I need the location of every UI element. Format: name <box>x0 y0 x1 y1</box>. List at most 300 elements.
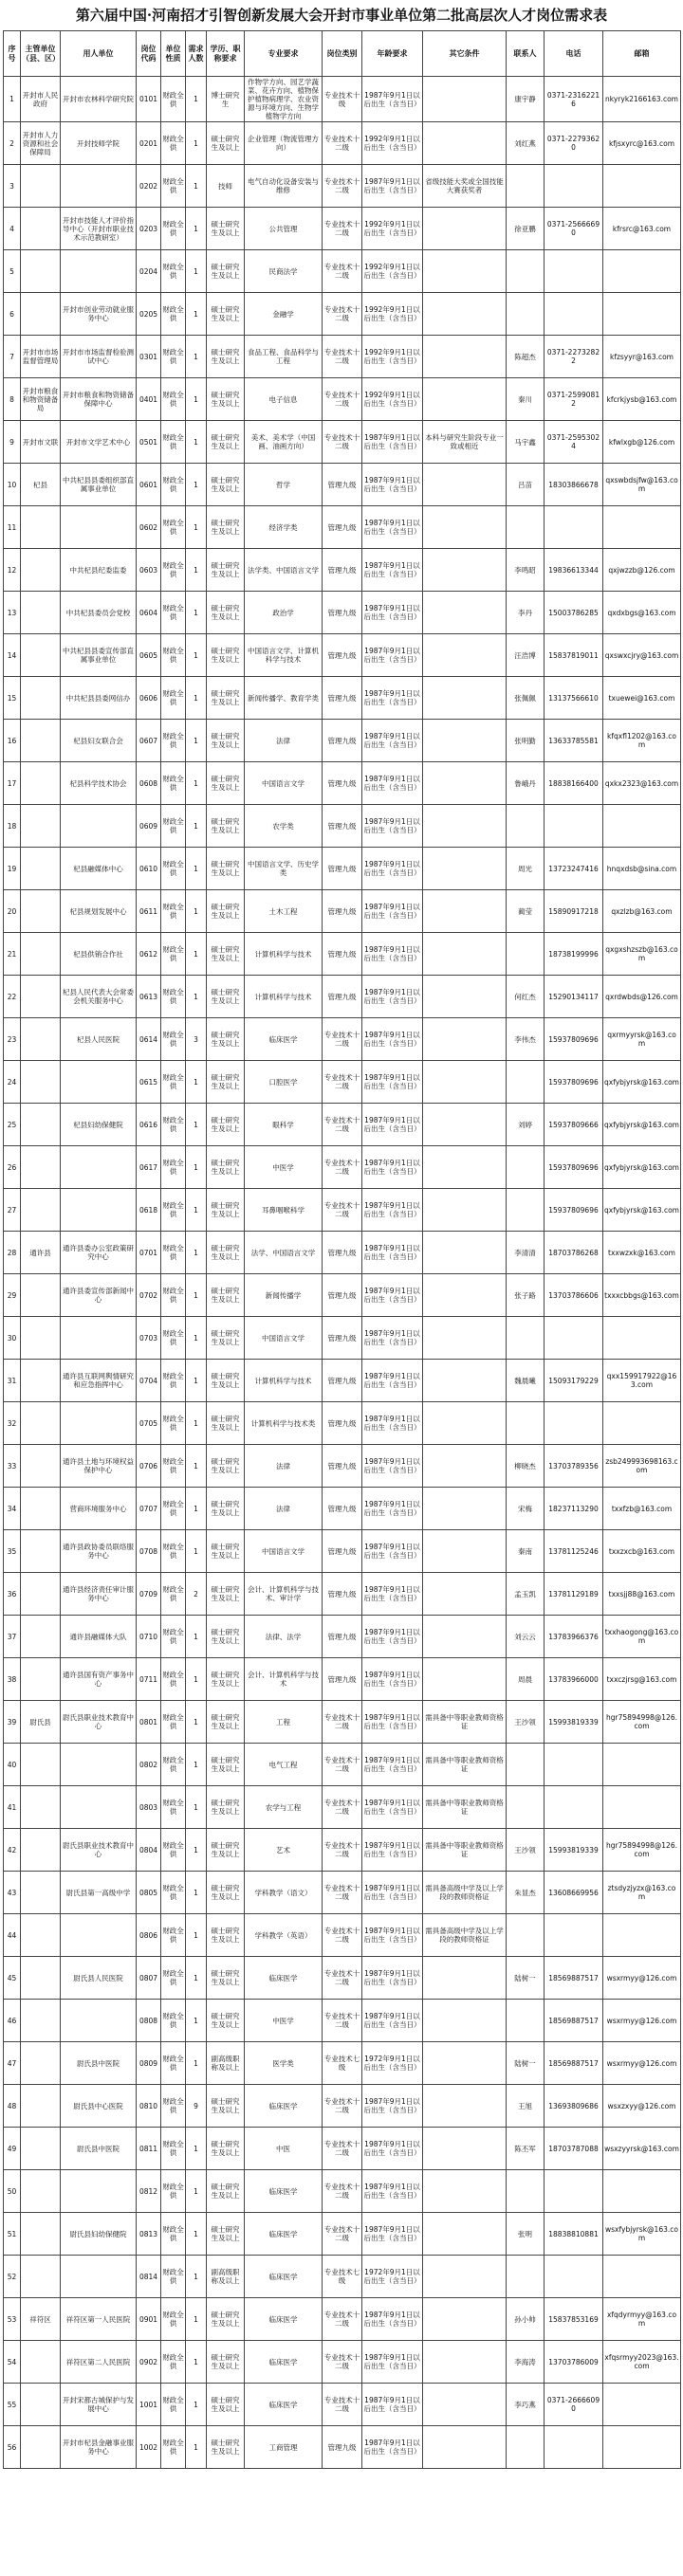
row-index-cell: 26 <box>4 1146 21 1189</box>
table-row <box>4 890 681 933</box>
other-conditions-cell <box>423 1402 507 1445</box>
other-conditions-cell <box>423 805 507 848</box>
email-cell: kfqxfl1202@163.com <box>603 720 681 762</box>
row-index-cell: 38 <box>4 1658 21 1701</box>
employer-cell: 尉氏县人民医院 <box>61 1957 137 2000</box>
supervisor-unit-cell <box>21 208 61 250</box>
other-conditions-cell <box>423 1488 507 1530</box>
row-index-cell: 39 <box>4 1701 21 1744</box>
row-index-cell: 17 <box>4 762 21 805</box>
row-index-cell: 14 <box>4 634 21 677</box>
other-conditions-cell <box>423 293 507 336</box>
unit-nature-cell: 财政全供 <box>161 1573 186 1616</box>
supervisor-unit-cell <box>21 2213 61 2256</box>
other-conditions-cell <box>423 1061 507 1104</box>
employer-cell: 尉氏县职业技术教育中心 <box>61 1829 137 1872</box>
phone-cell <box>545 1914 603 1957</box>
email-cell: qxfybjyrsk@163.com <box>603 1146 681 1189</box>
employer-cell: 通许县委办公室政策研究中心 <box>61 1232 137 1274</box>
supervisor-unit-cell <box>21 1616 61 1658</box>
age-requirement-cell: 1992年9月1日以后出生（含当日） <box>362 336 423 378</box>
position-code-cell: 0705 <box>137 1402 161 1445</box>
age-requirement-cell: 1987年9月1日以后出生（含当日） <box>362 976 423 1018</box>
position-code-cell: 0711 <box>137 1658 161 1701</box>
position-category-cell: 管理九级 <box>323 1317 362 1360</box>
major-cell: 土木工程 <box>245 890 323 933</box>
employer-cell: 杞县人民代表大会常委会机关服务中心 <box>61 976 137 1018</box>
position-category-cell: 专业技术十二级 <box>323 122 362 165</box>
position-code-cell: 0802 <box>137 1744 161 1786</box>
other-conditions-cell <box>423 1957 507 2000</box>
supervisor-unit-cell <box>21 1360 61 1402</box>
age-requirement-cell: 1987年9月1日以后出生（含当日） <box>362 592 423 634</box>
position-code-cell: 0610 <box>137 848 161 890</box>
major-cell: 中国语言文学 <box>245 1317 323 1360</box>
row-index-cell: 49 <box>4 2128 21 2170</box>
major-cell: 临床医学 <box>245 2384 323 2426</box>
employer-cell: 尉氏县中医院 <box>61 2042 137 2085</box>
phone-cell <box>545 250 603 293</box>
major-cell: 工程 <box>245 1701 323 1744</box>
major-cell: 农学与工程 <box>245 1786 323 1829</box>
education-cell: 硕士研究生及以上 <box>207 1104 245 1146</box>
table-row <box>4 2213 681 2256</box>
headcount-cell: 1 <box>186 2170 207 2213</box>
header-cell-category: 岗位类别 <box>323 31 362 77</box>
education-cell: 硕士研究生及以上 <box>207 1616 245 1658</box>
age-requirement-cell: 1992年9月1日以后出生（含当日） <box>362 250 423 293</box>
table-row <box>4 1189 681 1232</box>
supervisor-unit-cell: 祥符区 <box>21 2298 61 2341</box>
table-row <box>4 1530 681 1573</box>
position-code-cell: 0401 <box>137 378 161 421</box>
headcount-cell: 1 <box>186 1701 207 1744</box>
unit-nature-cell: 财政全供 <box>161 1018 186 1061</box>
unit-nature-cell: 财政全供 <box>161 293 186 336</box>
position-code-cell: 0203 <box>137 208 161 250</box>
age-requirement-cell: 1987年9月1日以后出生（含当日） <box>362 2213 423 2256</box>
education-cell: 硕士研究生及以上 <box>207 933 245 976</box>
supervisor-unit-cell <box>21 2128 61 2170</box>
position-category-cell: 专业技术十二级 <box>323 336 362 378</box>
phone-cell: 13781125246 <box>545 1530 603 1573</box>
row-index-cell: 25 <box>4 1104 21 1146</box>
position-category-cell: 专业技术十二级 <box>323 1104 362 1146</box>
position-code-cell: 0606 <box>137 677 161 720</box>
supervisor-unit-cell <box>21 1829 61 1872</box>
unit-nature-cell: 财政全供 <box>161 1914 186 1957</box>
header-cell-education: 学历、职称要求 <box>207 31 245 77</box>
position-category-cell: 专业技术七级 <box>323 2042 362 2085</box>
row-index-cell: 7 <box>4 336 21 378</box>
unit-nature-cell: 财政全供 <box>161 421 186 464</box>
row-index-cell: 56 <box>4 2426 21 2469</box>
table-row <box>4 1317 681 1360</box>
contact-person-cell: 汪浩博 <box>507 634 545 677</box>
employer-cell: 开封市文学艺术中心 <box>61 421 137 464</box>
supervisor-unit-cell <box>21 549 61 592</box>
other-conditions-cell <box>423 506 507 549</box>
contact-person-cell <box>507 2426 545 2469</box>
employer-cell: 杞县科学技术协会 <box>61 762 137 805</box>
headcount-cell: 1 <box>186 1957 207 2000</box>
other-conditions-cell <box>423 378 507 421</box>
age-requirement-cell: 1987年9月1日以后出生（含当日） <box>362 890 423 933</box>
email-cell <box>603 165 681 208</box>
headcount-cell: 1 <box>186 549 207 592</box>
employer-cell: 杞县规划发展中心 <box>61 890 137 933</box>
email-cell: hgr75894998@126.com <box>603 1829 681 1872</box>
phone-cell <box>545 805 603 848</box>
row-index-cell: 4 <box>4 208 21 250</box>
other-conditions-cell <box>423 1360 507 1402</box>
headcount-cell: 1 <box>186 2256 207 2298</box>
employer-cell: 通许县国有资产事务中心 <box>61 1658 137 1701</box>
row-index-cell: 8 <box>4 378 21 421</box>
major-cell: 新闻传播学、教育学类 <box>245 677 323 720</box>
age-requirement-cell: 1987年9月1日以后出生（含当日） <box>362 848 423 890</box>
headcount-cell: 1 <box>186 165 207 208</box>
contact-person-cell <box>507 1317 545 1360</box>
contact-person-cell: 柳晓杰 <box>507 1445 545 1488</box>
position-category-cell: 管理九级 <box>323 677 362 720</box>
row-index-cell: 52 <box>4 2256 21 2298</box>
supervisor-unit-cell <box>21 2384 61 2426</box>
email-cell: qxjwzzb@126.com <box>603 549 681 592</box>
position-code-cell: 0708 <box>137 1530 161 1573</box>
headcount-cell: 1 <box>186 1061 207 1104</box>
contact-person-cell: 秦川 <box>507 378 545 421</box>
major-cell: 农学类 <box>245 805 323 848</box>
employer-cell <box>61 506 137 549</box>
headcount-cell: 1 <box>186 1616 207 1658</box>
row-index-cell: 51 <box>4 2213 21 2256</box>
table-body <box>4 77 681 2469</box>
phone-cell: 13693809686 <box>545 2085 603 2128</box>
email-cell: wsxrmyy@126.com <box>603 2042 681 2085</box>
unit-nature-cell: 财政全供 <box>161 933 186 976</box>
education-cell: 硕士研究生及以上 <box>207 1786 245 1829</box>
contact-person-cell: 张明勤 <box>507 720 545 762</box>
position-code-cell: 0811 <box>137 2128 161 2170</box>
supervisor-unit-cell: 通许县 <box>21 1232 61 1274</box>
supervisor-unit-cell <box>21 1104 61 1146</box>
other-conditions-cell <box>423 634 507 677</box>
position-code-cell: 0803 <box>137 1786 161 1829</box>
row-index-cell: 16 <box>4 720 21 762</box>
unit-nature-cell: 财政全供 <box>161 1360 186 1402</box>
email-cell: txxsjj88@163.com <box>603 1573 681 1616</box>
position-code-cell: 0812 <box>137 2170 161 2213</box>
position-code-cell: 0602 <box>137 506 161 549</box>
phone-cell: 0371-22793620 <box>545 122 603 165</box>
table-row <box>4 2341 681 2384</box>
contact-person-cell <box>507 1744 545 1786</box>
position-code-cell: 0607 <box>137 720 161 762</box>
unit-nature-cell: 财政全供 <box>161 976 186 1018</box>
education-cell: 硕士研究生及以上 <box>207 1232 245 1274</box>
row-index-cell: 44 <box>4 1914 21 1957</box>
age-requirement-cell: 1987年9月1日以后出生（含当日） <box>362 2341 423 2384</box>
employer-cell <box>61 2000 137 2042</box>
major-cell: 工商管理 <box>245 2426 323 2469</box>
phone-cell: 0371-25666690 <box>545 208 603 250</box>
other-conditions-cell <box>423 2170 507 2213</box>
phone-cell: 0371-22732822 <box>545 336 603 378</box>
education-cell: 硕士研究生及以上 <box>207 1701 245 1744</box>
other-conditions-cell <box>423 122 507 165</box>
unit-nature-cell: 财政全供 <box>161 1530 186 1573</box>
phone-cell: 15837819011 <box>545 634 603 677</box>
row-index-cell: 3 <box>4 165 21 208</box>
supervisor-unit-cell <box>21 1488 61 1530</box>
education-cell: 硕士研究生及以上 <box>207 2213 245 2256</box>
table-row <box>4 2170 681 2213</box>
contact-person-cell: 鲁峨丹 <box>507 762 545 805</box>
position-code-cell: 0603 <box>137 549 161 592</box>
table-row <box>4 762 681 805</box>
other-conditions-cell <box>423 1616 507 1658</box>
unit-nature-cell: 财政全供 <box>161 1701 186 1744</box>
position-code-cell: 0804 <box>137 1829 161 1872</box>
supervisor-unit-cell <box>21 805 61 848</box>
employer-cell: 开封市创业劳动就业服务中心 <box>61 293 137 336</box>
employer-cell <box>61 250 137 293</box>
unit-nature-cell: 财政全供 <box>161 677 186 720</box>
table-row <box>4 549 681 592</box>
employer-cell: 营商环境服务中心 <box>61 1488 137 1530</box>
table-row <box>4 464 681 506</box>
age-requirement-cell: 1987年9月1日以后出生（含当日） <box>362 1829 423 1872</box>
major-cell: 临床医学 <box>245 2341 323 2384</box>
other-conditions-cell <box>423 976 507 1018</box>
phone-cell: 0371-25990812 <box>545 378 603 421</box>
position-category-cell: 专业技术十二级 <box>323 250 362 293</box>
supervisor-unit-cell: 开封市人力资源和社会保障局 <box>21 122 61 165</box>
contact-person-cell: 康宇静 <box>507 77 545 122</box>
row-index-cell: 53 <box>4 2298 21 2341</box>
unit-nature-cell: 财政全供 <box>161 2426 186 2469</box>
row-index-cell: 48 <box>4 2085 21 2128</box>
unit-nature-cell: 财政全供 <box>161 720 186 762</box>
age-requirement-cell: 1987年9月1日以后出生（含当日） <box>362 77 423 122</box>
contact-person-cell: 张子路 <box>507 1274 545 1317</box>
phone-cell: 15890917218 <box>545 890 603 933</box>
table-row <box>4 421 681 464</box>
contact-person-cell: 李巧燕 <box>507 2384 545 2426</box>
contact-person-cell: 何红杰 <box>507 976 545 1018</box>
headcount-cell: 1 <box>186 2000 207 2042</box>
headcount-cell: 1 <box>186 77 207 122</box>
major-cell: 新闻传播学 <box>245 1274 323 1317</box>
education-cell: 副高级职称及以上 <box>207 2042 245 2085</box>
position-category-cell: 管理九级 <box>323 1616 362 1658</box>
email-cell: xfqdyrmyy@163.com <box>603 2298 681 2341</box>
employer-cell <box>61 805 137 848</box>
major-cell: 临床医学 <box>245 2298 323 2341</box>
other-conditions-cell <box>423 1530 507 1573</box>
supervisor-unit-cell <box>21 506 61 549</box>
position-code-cell: 0810 <box>137 2085 161 2128</box>
headcount-cell: 1 <box>186 1232 207 1274</box>
position-category-cell: 专业技术十二级 <box>323 2128 362 2170</box>
row-index-cell: 27 <box>4 1189 21 1232</box>
age-requirement-cell: 1987年9月1日以后出生（含当日） <box>362 506 423 549</box>
position-code-cell: 0901 <box>137 2298 161 2341</box>
age-requirement-cell: 1992年9月1日以后出生（含当日） <box>362 208 423 250</box>
row-index-cell: 50 <box>4 2170 21 2213</box>
headcount-cell: 2 <box>186 1573 207 1616</box>
major-cell: 电气自动化设备安装与维修 <box>245 165 323 208</box>
contact-person-cell: 李伟杰 <box>507 1018 545 1061</box>
position-code-cell: 0204 <box>137 250 161 293</box>
position-category-cell: 管理九级 <box>323 1360 362 1402</box>
supervisor-unit-cell <box>21 293 61 336</box>
education-cell: 硕士研究生及以上 <box>207 720 245 762</box>
unit-nature-cell: 财政全供 <box>161 378 186 421</box>
contact-person-cell <box>507 1914 545 1957</box>
supervisor-unit-cell <box>21 2170 61 2213</box>
education-cell: 硕士研究生及以上 <box>207 592 245 634</box>
contact-person-cell <box>507 506 545 549</box>
other-conditions-cell: 需具备中等职业教师资格证 <box>423 1744 507 1786</box>
employer-cell: 开封市粮食和物资储备保障中心 <box>61 378 137 421</box>
age-requirement-cell: 1987年9月1日以后出生（含当日） <box>362 1360 423 1402</box>
education-cell: 硕士研究生及以上 <box>207 378 245 421</box>
row-index-cell: 2 <box>4 122 21 165</box>
education-cell: 硕士研究生及以上 <box>207 1445 245 1488</box>
position-category-cell: 管理九级 <box>323 1658 362 1701</box>
employer-cell: 中共杞县县委宣传部直属事业单位 <box>61 634 137 677</box>
table-row <box>4 2384 681 2426</box>
headcount-cell: 1 <box>186 1872 207 1914</box>
position-code-cell: 0814 <box>137 2256 161 2298</box>
table-row <box>4 2256 681 2298</box>
phone-cell: 0371-26666090 <box>545 2384 603 2426</box>
unit-nature-cell: 财政全供 <box>161 2000 186 2042</box>
education-cell: 硕士研究生及以上 <box>207 1914 245 1957</box>
supervisor-unit-cell <box>21 1872 61 1914</box>
headcount-cell: 1 <box>186 2341 207 2384</box>
major-cell: 法学、中国语言文学 <box>245 1232 323 1274</box>
supervisor-unit-cell <box>21 592 61 634</box>
email-cell: kfzsyyr@163.com <box>603 336 681 378</box>
major-cell: 中医 <box>245 2128 323 2170</box>
employer-cell <box>61 1914 137 1957</box>
position-category-cell: 专业技术十二级 <box>323 1914 362 1957</box>
education-cell: 硕士研究生及以上 <box>207 1488 245 1530</box>
education-cell: 技师 <box>207 165 245 208</box>
headcount-cell: 1 <box>186 976 207 1018</box>
position-category-cell: 管理九级 <box>323 1274 362 1317</box>
education-cell: 硕士研究生及以上 <box>207 1658 245 1701</box>
table-row <box>4 378 681 421</box>
row-index-cell: 45 <box>4 1957 21 2000</box>
supervisor-unit-cell <box>21 1445 61 1488</box>
education-cell: 硕士研究生及以上 <box>207 421 245 464</box>
other-conditions-cell <box>423 2213 507 2256</box>
other-conditions-cell <box>423 1658 507 1701</box>
position-code-cell: 0201 <box>137 122 161 165</box>
email-cell <box>603 1744 681 1786</box>
phone-cell: 13783966000 <box>545 1658 603 1701</box>
position-code-cell: 1002 <box>137 2426 161 2469</box>
supervisor-unit-cell <box>21 1402 61 1445</box>
row-index-cell: 22 <box>4 976 21 1018</box>
header-cell-supervisor: 主管单位（县、区） <box>21 31 61 77</box>
headcount-cell: 1 <box>186 933 207 976</box>
position-category-cell: 管理九级 <box>323 762 362 805</box>
email-cell: nkyryk2166163.com <box>603 77 681 122</box>
row-index-cell: 28 <box>4 1232 21 1274</box>
header-cell-employer: 用人单位 <box>61 31 137 77</box>
position-category-cell: 管理九级 <box>323 890 362 933</box>
education-cell: 硕士研究生及以上 <box>207 634 245 677</box>
employer-cell: 通许县土地与环境权益保护中心 <box>61 1445 137 1488</box>
major-cell: 眼科学 <box>245 1104 323 1146</box>
education-cell: 硕士研究生及以上 <box>207 1872 245 1914</box>
row-index-cell: 55 <box>4 2384 21 2426</box>
employer-cell <box>61 1317 137 1360</box>
email-cell: qxswxcjry@163.com <box>603 634 681 677</box>
education-cell: 硕士研究生及以上 <box>207 848 245 890</box>
education-cell: 硕士研究生及以上 <box>207 1274 245 1317</box>
phone-cell <box>545 2256 603 2298</box>
phone-cell: 18738199996 <box>545 933 603 976</box>
header-cell-nature: 单位性质 <box>161 31 186 77</box>
position-code-cell: 0301 <box>137 336 161 378</box>
education-cell: 硕士研究生及以上 <box>207 464 245 506</box>
major-cell: 计算机科学与技术 <box>245 1360 323 1402</box>
email-cell <box>603 805 681 848</box>
email-cell <box>603 2256 681 2298</box>
major-cell: 食品工程、食品科学与工程 <box>245 336 323 378</box>
headcount-cell: 1 <box>186 208 207 250</box>
education-cell: 硕士研究生及以上 <box>207 805 245 848</box>
table-row <box>4 1701 681 1744</box>
employer-cell: 开封市技能人才评价指导中心（开封市职业技术示范教研室） <box>61 208 137 250</box>
email-cell: hgr75894998@126.com <box>603 1701 681 1744</box>
education-cell: 硕士研究生及以上 <box>207 1829 245 1872</box>
phone-cell: 18703786268 <box>545 1232 603 1274</box>
table-row <box>4 208 681 250</box>
headcount-cell: 9 <box>186 2085 207 2128</box>
table-row <box>4 2042 681 2085</box>
position-code-cell: 0604 <box>137 592 161 634</box>
other-conditions-cell <box>423 2042 507 2085</box>
other-conditions-cell <box>423 464 507 506</box>
major-cell: 中医学 <box>245 2000 323 2042</box>
other-conditions-cell <box>423 1189 507 1232</box>
phone-cell: 13703786009 <box>545 2341 603 2384</box>
unit-nature-cell: 财政全供 <box>161 464 186 506</box>
headcount-cell: 1 <box>186 634 207 677</box>
headcount-cell: 1 <box>186 378 207 421</box>
row-index-cell: 24 <box>4 1061 21 1104</box>
major-cell: 电气工程 <box>245 1744 323 1786</box>
position-code-cell: 0806 <box>137 1914 161 1957</box>
supervisor-unit-cell: 尉氏县 <box>21 1701 61 1744</box>
row-index-cell: 23 <box>4 1018 21 1061</box>
age-requirement-cell: 1987年9月1日以后出生（含当日） <box>362 421 423 464</box>
supervisor-unit-cell <box>21 720 61 762</box>
row-index-cell: 41 <box>4 1786 21 1829</box>
supervisor-unit-cell: 开封市文联 <box>21 421 61 464</box>
position-code-cell: 0808 <box>137 2000 161 2042</box>
table-row <box>4 336 681 378</box>
email-cell <box>603 1914 681 1957</box>
row-index-cell: 11 <box>4 506 21 549</box>
